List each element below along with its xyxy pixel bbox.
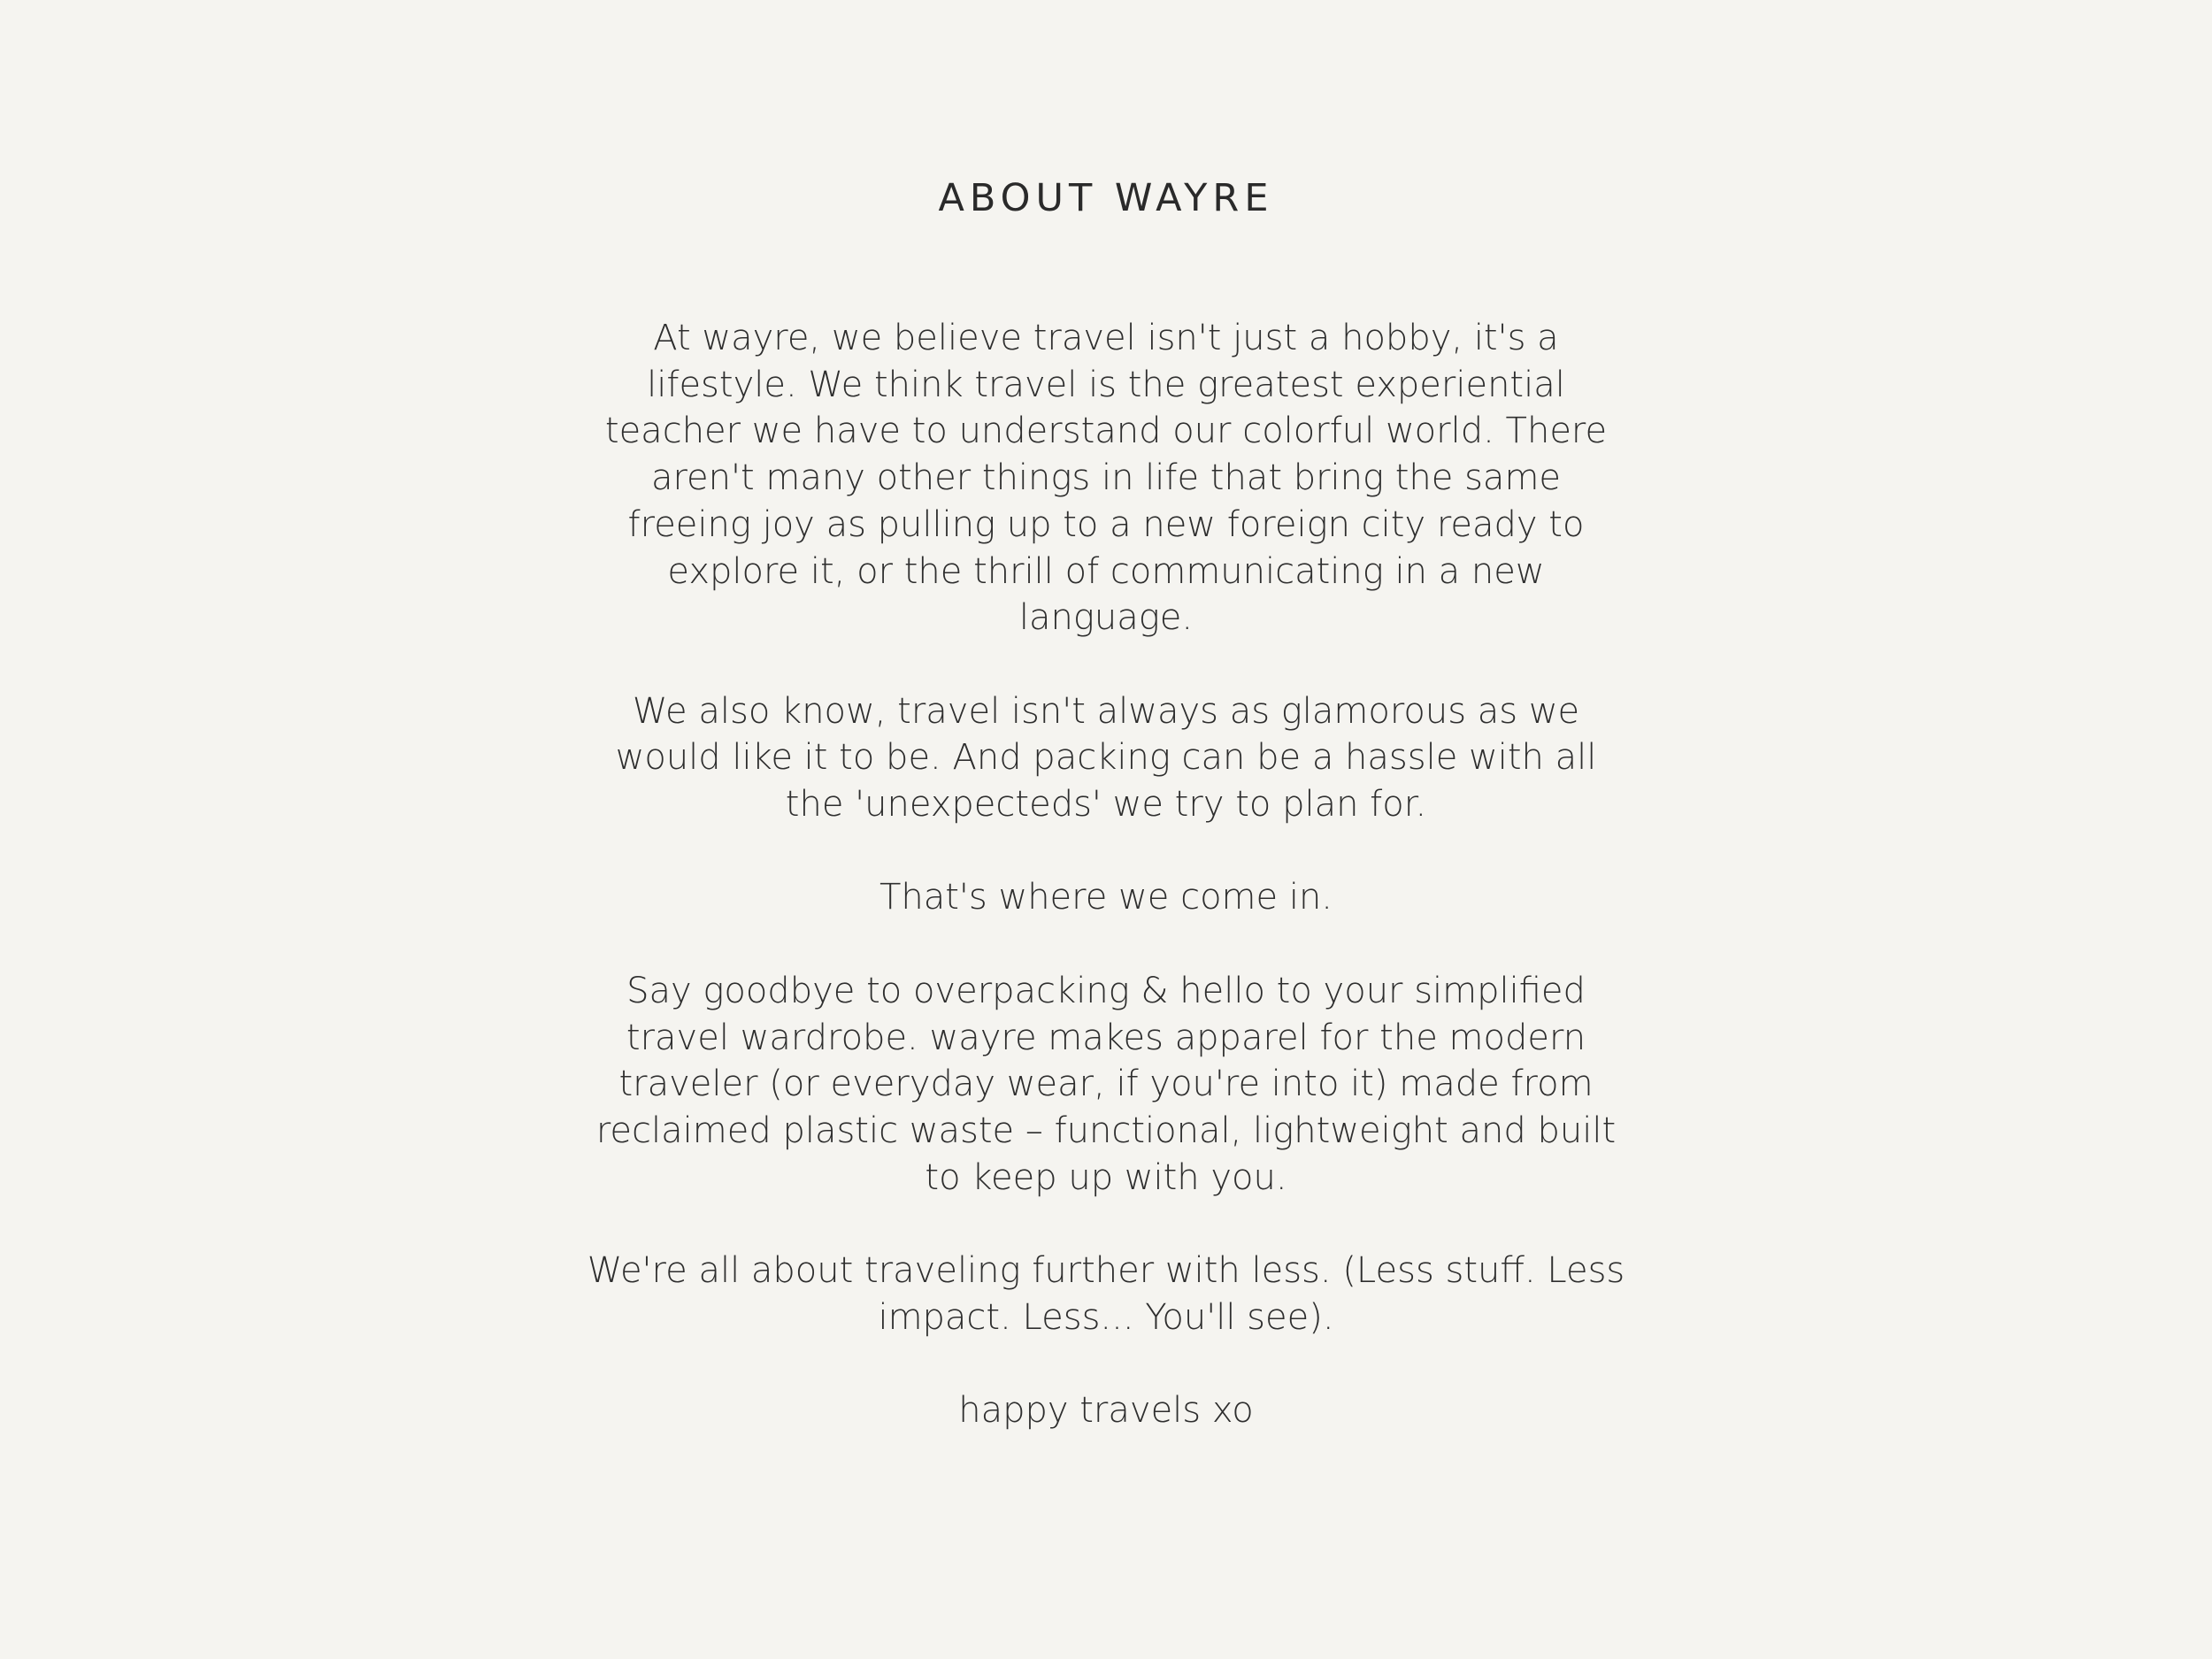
about-paragraph-wardrobe: Say goodbye to overpacking & hello to your simplified travel wardrobe. wayre makes apparel for the modern traveler (or everyday wear, if you're into it) made from reclaimed plastic waste – functional, lightweight and built to keep up with you.: [595, 970, 1617, 1198]
about-signoff: happy travels xo: [958, 1390, 1254, 1432]
about-paragraph-less: We're all about traveling further with less. (Less stuff. Less impact. Less... You'll see).: [587, 1250, 1625, 1338]
page-title: ABOUT WAYRE: [938, 176, 1274, 220]
about-body: [584, 315, 1628, 1434]
about-paragraph-glamour: We also know, travel isn't always as glamorous as we would like it to be. And packing can be a hassle with all the 'unexpecteds' we try to plan for.: [615, 690, 1597, 826]
about-paragraph-intro: At wayre, we believe travel isn't just a hobby, it's a lifestyle. We think travel is the greatest experiential teacher we have to understand our colorful world. There aren't many other things in life that bring the same freeing joy as pulling up to a new foreign city ready to explore it, or the thrill of communicating in a new language.: [604, 318, 1608, 639]
about-paragraph-come-in: That's where we come in.: [879, 877, 1333, 918]
